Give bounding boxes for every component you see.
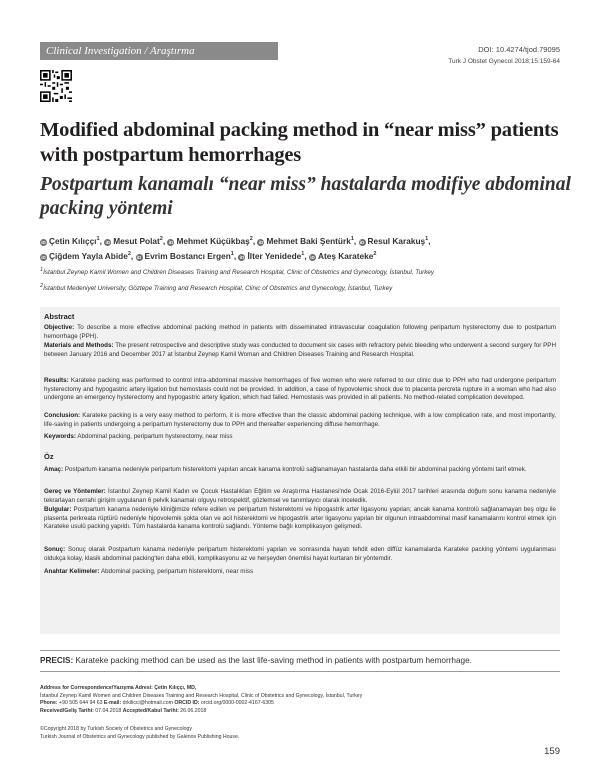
author: iD Mesut Polat$^2$, [105, 235, 168, 246]
abstract-results: Results: Karateke packing was performed to control intra-abdominal massive hemorrhages of five women who were referred to our clinic due to PPH who had undergone peripartum hysterectomy and hypogastric artery ligation but hemostasis could not be provided. In addition, a case of hypovolemic shock due to placenta percreta rupture in a woman who had also undergone an emergency hysterectomy and hypogastric artery ligation, which had failed. Hemostasis was provided in all patients. No method-related complication developed. [44, 377, 556, 402]
oz-heading: Öz [44, 452, 54, 461]
oz-anahtar-kelimeler: Anahtar Kelimeler: Abdominal packing, peripartum histerektomi, near miss [44, 568, 254, 575]
abstract-keywords: Keywords: Abdominal packing, peripartum hysterectomy, near miss [44, 433, 233, 440]
author: iD İlter Yenidede$^1$, [239, 250, 309, 261]
author: iD Mehmet Küçükbaş$^2$, [168, 235, 258, 246]
author: iD Çiğdem Yayla Abide$^2$, [41, 250, 136, 261]
precis: PRECIS: Karateke packing method can be used as the last life-saving method in patients with postpartum hemorrhage. [40, 656, 472, 665]
section-tag: Clinical Investigation / Araştırma [40, 42, 278, 60]
author-list [40, 233, 580, 263]
article-title-english: Modified abdominal packing method in “near miss” patients with postpartum hemorrhages [40, 119, 559, 166]
orcid-icon[interactable]: iD [136, 254, 142, 260]
copyright-notice: ©Copyright 2018 by Turkish Society of Obstetrics and Gynecology Turkish Journal of Obstetrics and Gynecology published by Galenos Publishing House. [40, 726, 240, 740]
orcid-icon[interactable]: iD [41, 254, 46, 260]
abstract-heading: Abstract [44, 312, 75, 321]
doi[interactable]: DOI: 10.4274/tjod.79095 [478, 45, 560, 54]
author: iD Çetin Kılıççı$^1$, [41, 235, 105, 246]
qr-code-icon [40, 70, 72, 102]
abstract-objective: Objective: To describe a more effective abdominal packing method in patients with disseminated intravascular coagulation following peripartum hysterectomy due to postpartum hemorrhage (PPH). [44, 324, 557, 340]
author: iD Evrim Bostancı Ergen$^1$, [136, 250, 239, 261]
orcid-icon[interactable]: iD [41, 239, 46, 245]
abstract-conclusion: Conclusion: Karateke packing is a very easy method to perform, it is more effective than the classic abdominal packing technique, with a low complication rate, and most importantly, life-saving in patients undergoing a peripartum hysterectomy due to PPH and thereafter experiencing diffuse hemorrhage. [44, 412, 556, 428]
orcid-icon[interactable]: iD [258, 239, 264, 245]
orcid-icon[interactable]: iD [168, 239, 174, 245]
article-title-turkish: Postpartum kanamalı “near miss” hastalarda modifiye abdominal packing yöntemi [40, 174, 571, 219]
journal-reference: Turk J Obstet Gynecol 2018;15:159-64 [448, 58, 560, 65]
orcid-icon[interactable]: iD [310, 254, 315, 260]
orcid-icon[interactable]: iD [359, 239, 365, 245]
affiliation-2: $^2$İstanbul Medeniyet University, Göztepe Training and Research Hospital, Clinic of Obstetrics and Gynecology, İstanbul, Turkey [40, 283, 393, 293]
orcid-icon[interactable]: iD [105, 239, 110, 245]
orcid-link[interactable]: orcid.org/0000-0002-4167-6305 [200, 700, 274, 707]
precis-divider-top [40, 650, 560, 651]
author: iD Mehmet Baki Şentürk$^1$, [258, 235, 359, 246]
oz-yontem: Gereç ve Yöntemler: İstanbul Zeynep Kamil Kadın ve Çocuk Hastalıkları Eğitim ve Araştırma Hastanesi'nde Ocak 2016-Eylül 2017 tarihleri arasında doğum sonu kanama nedeniyle tekrarlayan cerrahi girişim uygulanan 6 pelvik kanamalı olguyu retrospektif, gözlemsel ve tanımlayıcı olarak inceledik. [44, 488, 556, 504]
oz-amac: Amaç: Postpartum kanama nedeniyle peripartum histerektomi yapılan ancak kanama kontrolü sağlanamayan hastalarda daha etkili bir abdominal packing yöntemi tarif etmek. [44, 466, 527, 473]
author: iD Resul Karakuş$^1$, [359, 235, 431, 246]
affiliation-1: $^1$İstanbul Zeynep Kamil Women and Children Diseases Training and Research Hospital, Clinic of Obstetrics and Gynecology, İstanbul, Turkey [40, 267, 435, 277]
abstract-methods: Materials and Methods: The present retrospective and descriptive study was conducted to document six cases with refractory pelvic bleeding who underwent a second surgery for PPH between January 2016 and December 2017 at İstanbul Zeynep Kamil Woman and Children Diseases Training and Research Hospital. [44, 342, 556, 358]
correspondence: Address for Correspondence/Yazışma Adresi: Çetin Kılıççı, MD, İstanbul Zeynep Kamil Women and Children Diseases Training and Research Hospital, Clinic of Obstetrics and Gynecology, İstanbul, Turkey Phone: +90 505 644 94 63 E-mail: drkilicci@hotmail.com ORCID ID: orcid.org/0000-0002-4167-6305 Received/Geliş Tarihi: 07.04.2018 Accepted/Kabul Tarihi: 26.06.2018 [40, 685, 363, 714]
email-link[interactable]: drkilicci@hotmail.com [122, 700, 173, 707]
oz-bulgular: Bulgular: Postpartum kanama nedeniyle kliniğimize refere edilen ve peripartum histerektomi ve hipogastrik arter ligasyonu yapılan; ancak kanama kontrolü sağlanamayan beş olgu ile plasenta perkreata rüptürü nedeniyle hipovolemik şokta olan ve acil histerektomi ve hipogastrik arter ligasyonu yapılan bir olgunun intraabdominal masif kanamalarını kontrol etmek için Karateke usulü packing yapıldı. Tüm hastalarda kanama kontrolü sağlandı. Yönteme bağlı komplikasyon gelişmedi. [44, 506, 556, 531]
oz-sonuc: Sonuç: Sonuç olarak Postpartum kanama nedeniyle peripartum histerektomi yapılan ve sonrasında hayatı tehdit eden diffüz kanamalarda Karateke packing yöntemi uygulanması oldukça kolay, klasik abdominal packing'ten daha etkili, komplikasyonu az ve herşeyden önemlisi hayat kurtaran bir yöntemdir. [44, 546, 556, 562]
orcid-icon[interactable]: iD [239, 254, 245, 260]
page-number: 159 [544, 746, 560, 757]
precis-divider-bottom [40, 671, 560, 672]
author: iD Ateş Karateke$^2$ [310, 250, 377, 261]
